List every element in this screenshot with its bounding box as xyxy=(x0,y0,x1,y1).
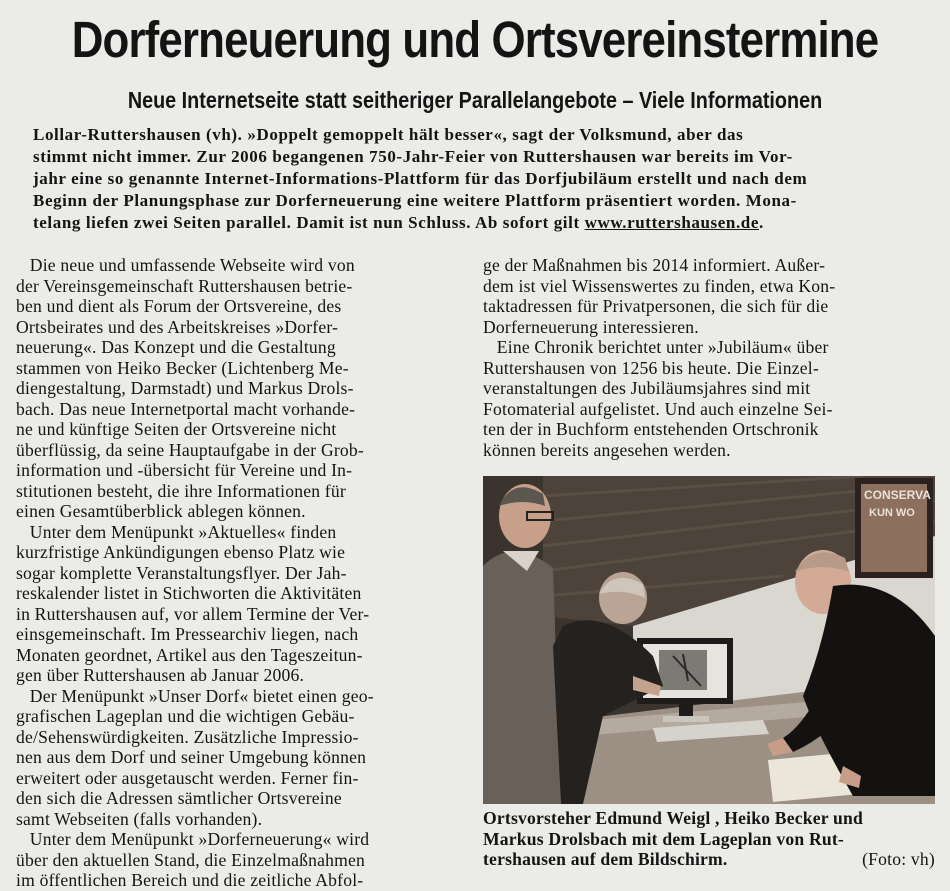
body-column-left xyxy=(16,255,463,891)
lead-line-text: telang liefen zwei Seiten parallel. Damit ist nun Schluss. Ab sofort gilt xyxy=(33,213,585,232)
body-line: Ruttershausen von 1256 bis heute. Die Einzel- xyxy=(483,357,819,378)
body-line: ben und dient als Forum der Ortsvereine, des xyxy=(16,296,342,316)
body-column-right xyxy=(483,255,935,460)
body-line: information und -übersicht für Vereine und In- xyxy=(16,460,353,480)
body-line: neuerung«. Das Konzept und die Gestaltung xyxy=(16,337,336,357)
body-line: Unter dem Menüpunkt »Aktuelles« finden xyxy=(16,521,337,542)
body-line: gen über Ruttershausen ab Januar 2006. xyxy=(16,665,305,685)
body-line: veranstaltungen des Jubiläumsjahres sind mit xyxy=(483,378,811,398)
body-line: Fotomaterial aufgelistet. Und auch einzelne Sei- xyxy=(483,398,833,419)
body-line: einen Gesamtüberblick ablegen können. xyxy=(16,501,306,521)
body-line: bach. Das neue Internetportal macht vorhande- xyxy=(16,398,356,419)
body-line: in Ruttershausen auf, vor allem Termine der Ver- xyxy=(16,603,370,624)
caption-line: Markus Drolsbach mit dem Lageplan von Rut- xyxy=(483,828,844,849)
website-url: www.ruttershausen.de xyxy=(584,213,760,232)
body-line: erweitert oder ausgetauscht werden. Ferner fin- xyxy=(16,767,359,788)
body-line: diengestaltung, Darmstadt) und Markus Drols- xyxy=(16,378,354,398)
body-line: den sich die Adressen sämtlicher Ortsvereine xyxy=(16,788,342,808)
body-line: Unter dem Menüpunkt »Dorferneuerung« wird xyxy=(16,829,370,849)
body-line: stitutionen besteht, die ihre Informationen für xyxy=(16,480,346,501)
caption-line: Ortsvorsteher Edmund Weigl , Heiko Becker und xyxy=(483,808,863,828)
poster-text: CONSERVA xyxy=(864,488,931,502)
body-line: ten der in Buchform entstehenden Ortschronik xyxy=(483,419,819,439)
body-line: Dorferneuerung interessieren. xyxy=(483,316,699,337)
subheadline: Neue Internetseite statt seitheriger Parallelangebote – Viele Informationen xyxy=(127,87,823,113)
body-line: Der Menüpunkt »Unser Dorf« bietet einen geo- xyxy=(16,685,374,706)
body-line: sogar komplette Veranstaltungsflyer. Der Jah- xyxy=(16,562,347,583)
lead-line: Lollar-Ruttershausen (vh). »Doppelt gemoppelt hält besser«, sagt der Volksmund, aber das xyxy=(33,125,744,144)
body-line: Ortsbeirates und des Arbeitskreises »Dorfer- xyxy=(16,316,339,337)
headline: Dorferneuerung und Ortsvereinstermine xyxy=(71,11,879,68)
photo-credit: (Foto: vh) xyxy=(862,849,935,869)
lead-line: Beginn der Planungsphase zur Dorferneuerung eine weitere Plattform präsentiert worden. Mona- xyxy=(33,191,797,210)
caption-line: tershausen auf dem Bildschirm. xyxy=(483,849,728,869)
lead-line xyxy=(33,212,905,234)
lead-paragraph xyxy=(33,124,905,234)
body-line: Eine Chronik berichtet unter »Jubiläum« über xyxy=(483,337,829,357)
article-photo xyxy=(483,476,935,804)
poster-text: KUN WO xyxy=(869,507,915,519)
body-line: im öffentlichen Bereich und die zeitliche Abfol- xyxy=(16,870,364,890)
photo-caption xyxy=(483,808,935,870)
lead-end-punct: . xyxy=(759,213,764,232)
body-line: kurzfristige Ankündigungen ebenso Platz wie xyxy=(16,542,346,562)
body-line: nen aus dem Dorf und seiner Umgebung können xyxy=(16,747,367,767)
body-line: dem ist viel Wissenswertes zu finden, etwa Kon- xyxy=(483,275,836,296)
body-line: samt Webseiten (falls vorhanden). xyxy=(16,808,263,829)
body-line: überflüssig, da seine Hauptaufgabe in der Grob- xyxy=(16,439,364,460)
body-line: Monaten geordnet, Artikel aus den Tageszeitun- xyxy=(16,644,363,665)
body-line: der Vereinsgemeinschaft Ruttershausen betrie- xyxy=(16,275,353,296)
lead-line: jahr eine so genannte Internet-Informations-Plattform für das Dorfjubiläum erstellt und nach dem xyxy=(33,169,808,188)
lead-line: stimmt nicht immer. Zur 2006 begangenen 750-Jahr-Feier von Ruttershausen war bereits im Vor- xyxy=(33,147,793,166)
body-line: ne und künftige Seiten der Ortsvereine nicht xyxy=(16,419,337,439)
body-line: können bereits angesehen werden. xyxy=(483,439,731,460)
body-line: einsgemeinschaft. Im Pressearchiv liegen, nach xyxy=(16,624,359,644)
body-line: de/Sehenswürdigkeiten. Zusätzliche Impressio- xyxy=(16,726,359,747)
body-line: reskalender listet in Stichworten die Aktivitäten xyxy=(16,583,362,603)
body-line: taktadressen für Privatpersonen, die sich für die xyxy=(483,296,829,316)
body-line: ge der Maßnahmen bis 2014 informiert. Außer- xyxy=(483,255,826,275)
body-line: Die neue und umfassende Webseite wird von xyxy=(16,255,355,275)
body-line: stammen von Heiko Becker (Lichtenberg Me- xyxy=(16,357,349,378)
body-line: über den aktuellen Stand, die Einzelmaßnahmen xyxy=(16,849,366,870)
body-line: grafischen Lageplan und die wichtigen Gebäu- xyxy=(16,706,355,726)
